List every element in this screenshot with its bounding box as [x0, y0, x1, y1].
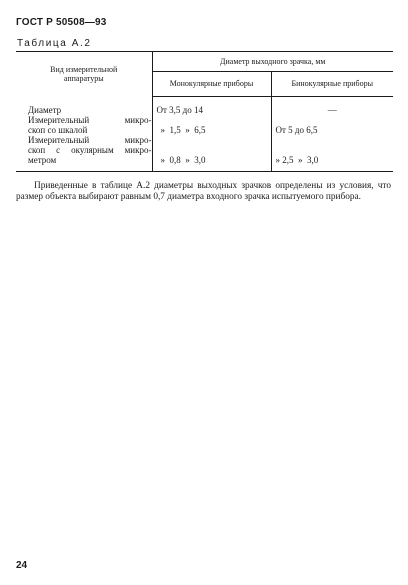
table-row [16, 105, 393, 115]
row-binocular-value: От 5 до 6,5 [271, 115, 393, 135]
table-row [16, 115, 393, 135]
row-name: Диаметр [28, 104, 62, 115]
page-number: 24 [16, 560, 28, 571]
body-paragraph: Приведенные в таблице А.2 диаметры выходных зрачков определены из условия, что размер объекта выбирают равным 0,7 диаметра входного зрачка испытуемого прибора. [16, 181, 391, 202]
row-name: Измерительный микро- скоп со шкалой [28, 114, 152, 135]
row-monocular-value: » 1,5 » 6,5 [152, 115, 271, 135]
table-row [16, 135, 393, 165]
header-equipment-type: Вид измерительной аппаратуры [16, 52, 152, 97]
header-monocular: Монокулярные приборы [152, 72, 271, 96]
header-binocular: Бинокулярные приборы [271, 72, 393, 96]
table-caption: Таблица А.2 [17, 38, 92, 49]
row-monocular-value: От 3,5 до 14 [152, 105, 271, 115]
row-binocular-value: — [271, 105, 393, 115]
row-monocular-value: » 0,8 » 3,0 [152, 135, 271, 165]
document-code: ГОСТ Р 50508—93 [16, 17, 107, 28]
data-table [16, 51, 393, 172]
row-name: Измерительный микро- скоп с окулярным микро- метром [28, 134, 152, 165]
header-exit-pupil-diameter: Диаметр выходного зрачка, мм [152, 52, 393, 72]
row-binocular-value: » 2,5 » 3,0 [271, 135, 393, 165]
